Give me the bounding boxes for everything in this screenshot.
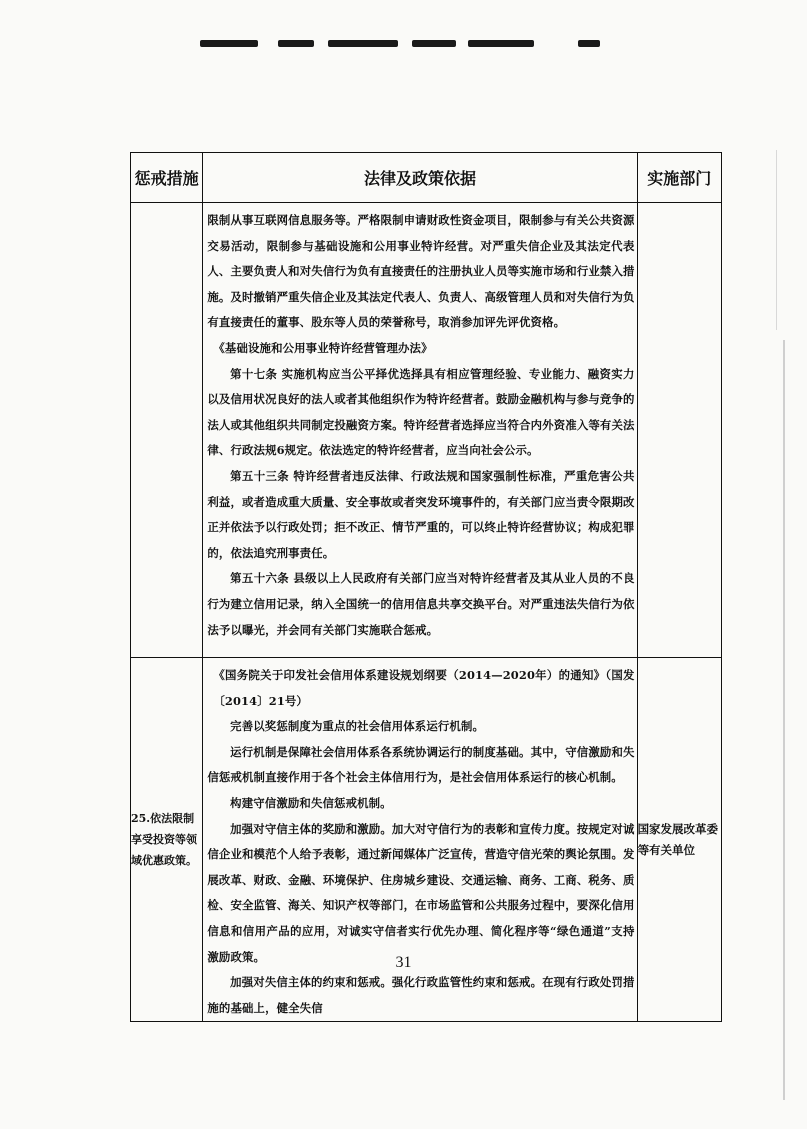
scan-edge-line [776, 150, 777, 330]
page-number: 31 [395, 954, 412, 971]
basis-content [203, 203, 636, 643]
measure-cell: 25.依法限制享受投资等领域优惠政策。 [131, 658, 203, 1022]
header-basis: 法律及政策依据 [203, 153, 637, 203]
basis-paragraph: 第十七条 实施机构应当公平择优选择具有相应管理经验、专业能力、融资实力以及信用状况良好的法人或者其他组织作为特许经营者。鼓励金融机构与参与竞争的法人或其他组织共同制定投融资方案。特许经营者选择应当符合内外资准入等有关法律、行政法规6规定。依法选定的特许经营者，应当向社会公示。 [207, 366, 635, 458]
basis-paragraph: 完善以奖惩制度为重点的社会信用体系运行机制。 [230, 719, 485, 734]
basis-paragraph: 加强对守信主体的奖励和激励。加大对守信行为的表彰和宣传力度。按规定对诚信企业和模范个人给予表彰，通过新闻媒体广泛宣传，营造守信光荣的舆论氛围。发展改革、财政、金融、环境保护、住房城乡建设、交通运输、商务、工商、税务、质检、安全监管、海关、知识产权等部门，在市场监管和公共服务过程中，要深化信用信息和信用产品的应用，对诚实守信者实行优先办理、简化程序等“绿色通道”支持激励政策。 [207, 821, 635, 964]
measure-cell [131, 203, 203, 658]
basis-cell [203, 203, 637, 658]
table-row [131, 203, 722, 658]
scan-edge-line [783, 340, 785, 1100]
regulation-title: 《基础设施和公用事业特许经营管理办法》 [213, 340, 433, 355]
header-department: 实施部门 [637, 153, 721, 203]
basis-paragraph: 运行机制是保障社会信用体系各系统协调运行的制度基础。其中，守信激励和失信惩戒机制直接作用于各个社会主体信用行为，是社会信用体系运行的核心机制。 [207, 744, 635, 785]
basis-paragraph: 第五十三条 特许经营者违反法律、行政法规和国家强制性标准，严重危害公共利益，或者造成重大质量、安全事故或者突发环境事件的，有关部门应当责令限期改正并依法予以行政处罚；拒不改正、情节严重的，可以终止特许经营协议；构成犯罪的，依法追究刑事责任。 [207, 468, 635, 560]
basis-paragraph: 限制从事互联网信息服务等。严格限制申请财政性资金项目，限制参与有关公共资源交易活动，限制参与基础设施和公用事业特许经营。对严重失信企业及其法定代表人、主要负责人和对失信行为负有直接责任的注册执业人员等实施市场和行业禁入措施。及时撤销严重失信企业及其法定代表人、负责人、高级管理人员和对失信行为负有直接责任的董事、股东等人员的荣誉称号，取消参加评先评优资格。 [207, 213, 635, 330]
policy-table [130, 152, 722, 1022]
table-header-row [131, 153, 722, 203]
department-cell [637, 203, 721, 658]
basis-paragraph: 构建守信激励和失信惩戒机制。 [230, 795, 392, 810]
regulation-title: 《国务院关于印发社会信用体系建设规划纲要（2014—2020年）的通知》（国发〔2014〕21号） [213, 668, 635, 708]
basis-paragraph: 第五十六条 县级以上人民政府有关部门应当对特许经营者及其从业人员的不良行为建立信用记录，纳入全国统一的信用信息共享交换平台。对严重违法失信行为依法予以曝光，并会同有关部门实施联合惩戒。 [207, 571, 635, 637]
header-measure: 惩戒措施 [131, 153, 203, 203]
department-cell: 国家发展改革委等有关单位 [637, 658, 721, 1022]
basis-paragraph: 加强对失信主体的约束和惩戒。强化行政监管性约束和惩戒。在现有行政处罚措施的基础上，健全失信 [207, 975, 635, 1015]
scan-header-artifact [200, 38, 600, 48]
